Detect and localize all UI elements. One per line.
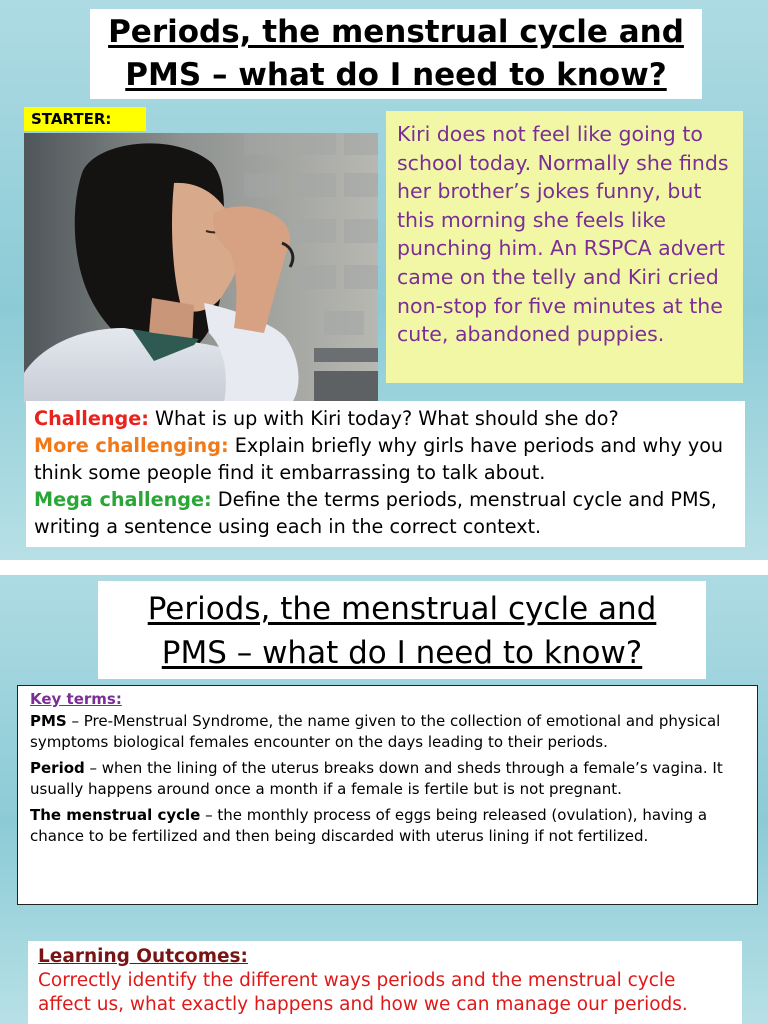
scenario-box: Kiri does not feel like going to school today. Normally she finds her brother’s jokes funny, but this morning she feels like punching him. An RSPCA advert came on the telly and Kiri cried non-stop for five minutes at the cute, abandoned puppies. [386, 111, 743, 383]
key-terms-box [17, 685, 758, 905]
title-line-1: Periods, the menstrual cycle and [147, 591, 657, 627]
key-terms-heading: Key terms: [30, 690, 122, 708]
learning-outcomes-box [28, 941, 742, 1024]
girl-photo [24, 133, 378, 403]
challenge-box [26, 401, 745, 547]
term-label: Period [30, 758, 85, 777]
title-line-2: PMS – what do I need to know? [161, 635, 643, 671]
mega-challenge-label: Mega challenge: [34, 488, 212, 511]
mega-challenge-text: Define the terms periods, menstrual cycle and PMS, writing a sentence using each in the correct context. [34, 488, 717, 538]
key-term-menstrual-cycle [30, 805, 751, 848]
more-challenging-text: Explain briefly why girls have periods and why you think some people find it embarrassing to talk about. [34, 434, 724, 484]
term-definition: – Pre-Menstrual Syndrome, the name given to the collection of emotional and physical symptoms biological females encounter on the days leading to their periods. [30, 711, 721, 751]
term-label: The menstrual cycle [30, 805, 201, 824]
learning-outcome-1: Correctly identify the different ways periods and the menstrual cycle affect us, what exactly happens and how we can manage our periods. [38, 970, 688, 1015]
term-definition: – when the lining of the uterus breaks down and sheds through a female’s vagina. It usually happens around once a month if a female is fertile but is not pregnant. [30, 758, 723, 798]
title-line-2: PMS – what do I need to know? [125, 57, 667, 93]
key-term-pms [30, 711, 751, 754]
term-definition: – the monthly process of eggs being released (ovulation), having a chance to be fertilized and then being discarded with uterus lining if not fertilized. [30, 805, 708, 845]
key-term-period [30, 758, 751, 801]
slide-title [90, 9, 702, 99]
title-line-1: Periods, the menstrual cycle and [108, 14, 684, 50]
challenge-label: Challenge: [34, 407, 149, 430]
term-label: PMS [30, 711, 67, 730]
learning-outcomes-heading: Learning Outcomes: [38, 946, 248, 967]
more-challenging-label: More challenging: [34, 434, 229, 457]
challenge-text: What is up with Kiri today? What should she do? [148, 407, 619, 430]
slide-title [98, 581, 706, 679]
slide-key-terms [0, 575, 768, 1024]
starter-label: STARTER: [24, 107, 146, 131]
